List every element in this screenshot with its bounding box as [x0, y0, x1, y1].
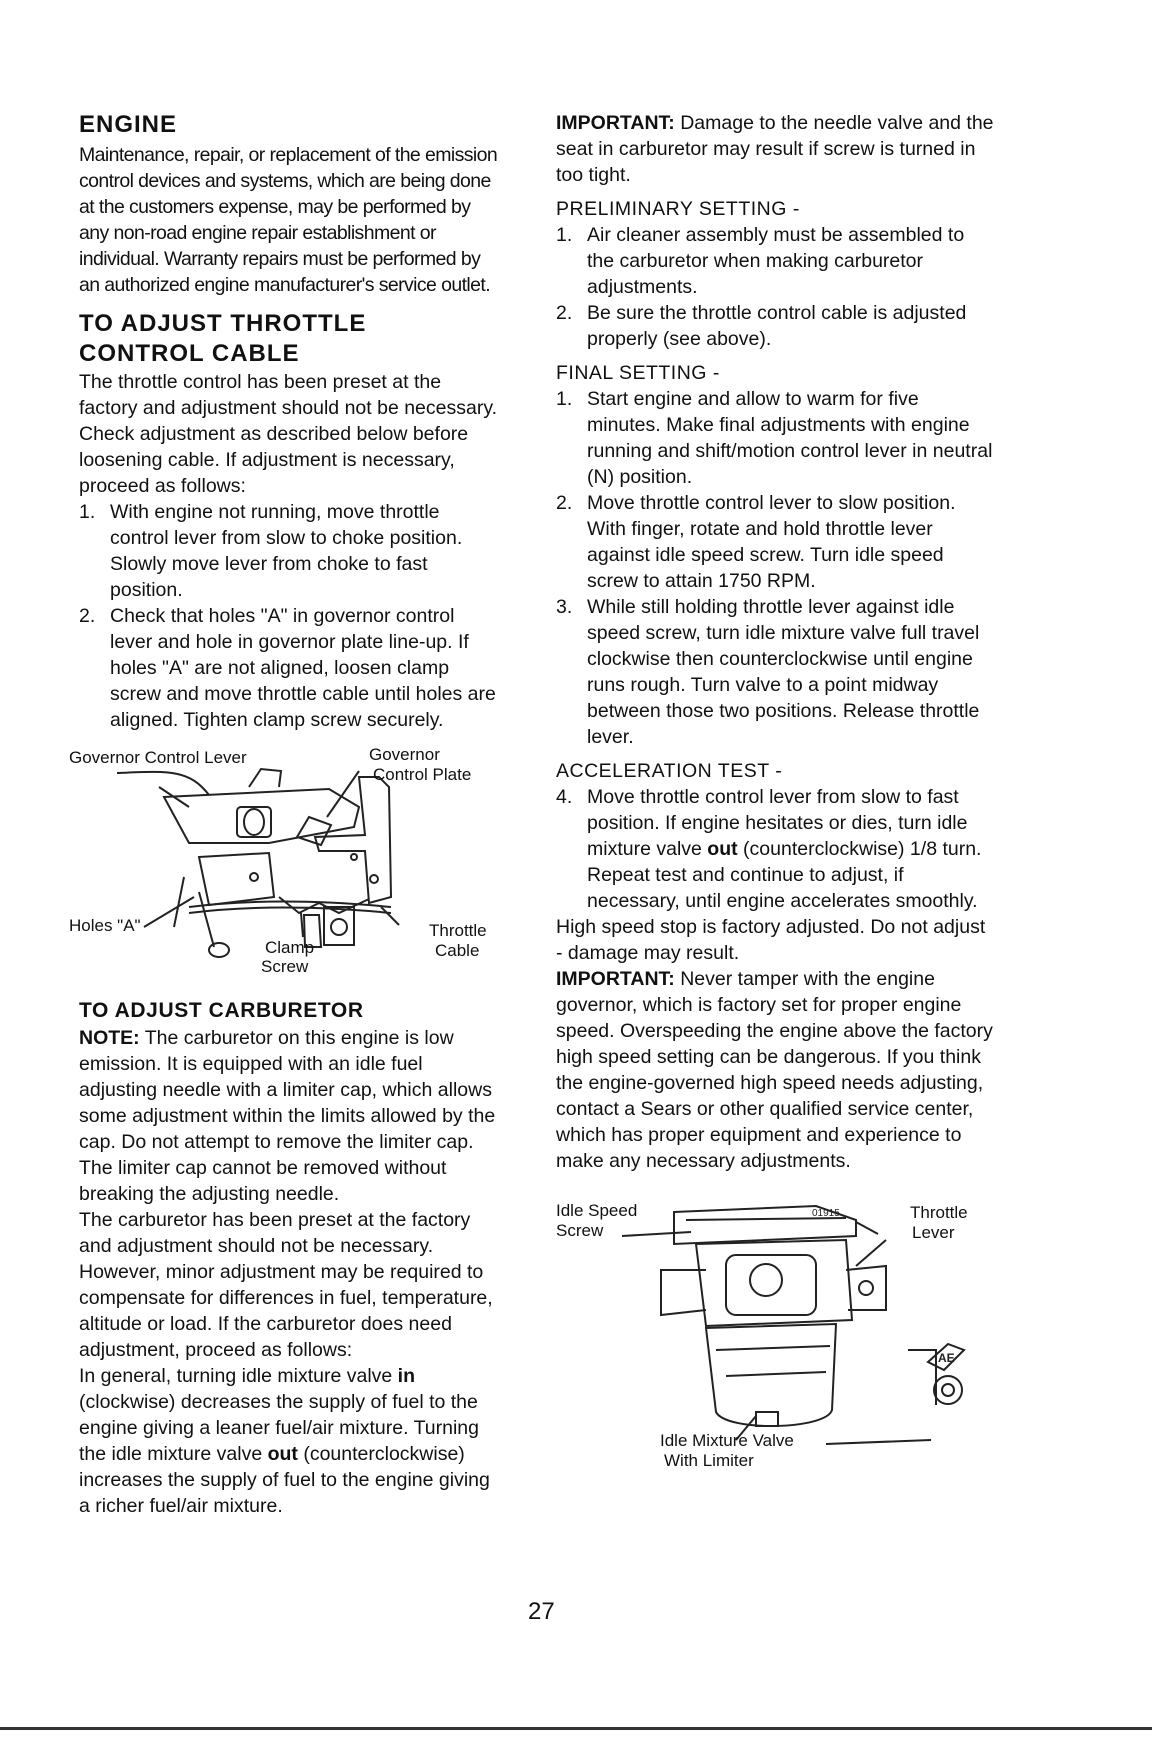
accel-text-1: Move throttle control lever from slow to fast position. If engine hesitates or dies, turn idle mixture valve: [587, 786, 968, 860]
page-number: 27: [528, 1598, 555, 1625]
step-text: Be sure the throttle control cable is adjusted properly (see above).: [587, 302, 967, 350]
preliminary-setting-heading: PRELIMINARY SETTING -: [556, 198, 800, 220]
important-paragraph: [556, 110, 996, 188]
label-throttle: Throttle: [910, 1203, 968, 1222]
important2-text: Never tamper with the engine governor, which is factory set for proper engine speed. Overspeeding the engine above the factory high speed setting can be dangerous. If you think the engine-governed high speed needs adjusting, contact a Sears or other qualified service center, which has proper equipment and experience to make any necessary adjustments.: [556, 968, 993, 1172]
step-number: 1.: [556, 388, 573, 410]
ae-tag: AE: [938, 1351, 955, 1365]
accel-text-2: (counterclockwise) 1/8 turn. Repeat test and continue to adjust, if necessary, until engine accelerates smoothly.: [587, 838, 982, 912]
step-text: Start engine and allow to warm for five minutes. Make final adjustments with engine running and shift/motion control lever in neutral (N) position.: [587, 388, 993, 488]
step-number: 3.: [556, 596, 573, 618]
throttle-cable-heading: TO ADJUST THROTTLE CONTROL CABLE: [79, 310, 367, 367]
label-clamp: Clamp: [265, 938, 315, 957]
note-label: NOTE:: [79, 1027, 140, 1049]
label-with-limiter: With Limiter: [664, 1451, 754, 1470]
general-out-bold: out: [267, 1443, 298, 1465]
general-in-bold: in: [397, 1365, 416, 1387]
label-lever: Lever: [912, 1223, 955, 1242]
general-text-2: (clockwise) decreases the supply of fuel to the engine giving a leaner fuel/air mixture. Turning the idle mixture valve: [79, 1391, 479, 1465]
important-text: Damage to the needle valve and the seat in carburetor may result if screw is turned in too tight.: [556, 112, 994, 186]
final-step-1: [556, 386, 996, 490]
carburetor-heading: TO ADJUST CARBURETOR: [79, 999, 364, 1022]
bottom-edge-line: [0, 1727, 1152, 1730]
engine-heading: ENGINE: [79, 111, 178, 138]
label-screw: Screw: [556, 1221, 604, 1240]
label-governor-control-lever: Governor Control Lever: [69, 748, 247, 767]
label-idle-mixture-valve: Idle Mixture Valve: [660, 1431, 794, 1450]
label-cable: Cable: [435, 941, 480, 960]
important2-paragraph: [556, 966, 996, 1174]
general-paragraph: [79, 1363, 499, 1519]
step-number: 1.: [79, 501, 96, 523]
general-text-3: (counterclockwise) increases the supply of fuel to the engine giving a richer fuel/air mixture.: [79, 1443, 490, 1517]
label-screw: Screw: [261, 957, 309, 976]
carburetor-figure: [556, 1200, 996, 1470]
important2-label: IMPORTANT:: [556, 968, 675, 990]
high-speed-paragraph: High speed stop is factory adjusted. Do not adjust - damage may result.: [556, 916, 986, 964]
figure-code: 01915: [812, 1208, 840, 1219]
step-text: With engine not running, move throttle control lever from slow to choke position. Slowly move lever from choke to fast position.: [110, 501, 463, 601]
step-number: 4.: [556, 786, 573, 808]
throttle-step-2: [79, 603, 499, 733]
left-column: [69, 110, 499, 1519]
label-governor-plate-line-2: Control Plate: [373, 765, 472, 784]
important-label: IMPORTANT:: [556, 112, 675, 134]
label-holes-a: Holes "A": [69, 916, 141, 935]
throttle-cable-paragraph: The throttle control has been preset at the factory and adjustment should not be necessary. Check adjustment as described below before loosening cable. If adjustment is necessary, proceed as follows:: [79, 371, 498, 497]
note-text: The carburetor on this engine is low emission. It is equipped with an idle fuel adjusting needle with a limiter cap, which allows some adjustment within the limits allowed by the cap. Do not attempt to remove the limiter cap. The limiter cap cannot be removed without breaking the adjusting needle.: [79, 1027, 496, 1205]
step-text: While still holding throttle lever against idle speed screw, turn idle mixture valve full travel clockwise then counterclockwise until engine runs rough. Turn valve to a point midway between those two positions. Release throttle lever.: [587, 596, 980, 748]
acceleration-step-4: [556, 784, 996, 914]
right-column: [556, 110, 996, 1470]
carburetor-paragraph: The carburetor has been preset at the factory and adjustment should not be necessary. However, minor adjustment may be required to compensate for differences in fuel, temperature, altitude or load. If the carburetor does need adjustment, proceed as follows:: [79, 1209, 493, 1361]
prelim-step-1: [556, 222, 996, 300]
acceleration-test-heading: ACCELERATION TEST -: [556, 760, 783, 782]
label-throttle: Throttle: [429, 921, 487, 940]
step-number: 1.: [556, 224, 573, 246]
step-number: 2.: [79, 605, 96, 627]
step-text: Air cleaner assembly must be assembled to the carburetor when making carburetor adjustments.: [587, 224, 965, 298]
prelim-step-2: [556, 300, 996, 352]
step-number: 2.: [556, 492, 573, 514]
final-setting-heading: FINAL SETTING -: [556, 362, 720, 384]
step-number: 2.: [556, 302, 573, 324]
step-text: Check that holes "A" in governor control lever and hole in governor plate line-up. If holes "A" are not aligned, loosen clamp screw and move throttle cable until holes are aligned. Tighten clamp screw securely.: [110, 605, 496, 731]
engine-paragraph: Maintenance, repair, or replacement of the emission control devices and systems, which are being done at the customers expense, may be performed by any non-road engine repair establishment or individual. Warranty repairs must be performed by an authorized engine manufacturer's service outlet.: [79, 144, 498, 296]
label-idle-speed: Idle Speed: [556, 1201, 638, 1220]
throttle-step-1: [79, 499, 499, 603]
step-text: Move throttle control lever to slow position. With finger, rotate and hold throttle lever against idle speed screw. Turn idle speed screw to attain 1750 RPM.: [587, 492, 956, 592]
label-governor-plate-line-1: Governor: [369, 745, 440, 764]
general-text-1: In general, turning idle mixture valve: [79, 1365, 398, 1387]
final-step-2: [556, 490, 996, 594]
governor-figure: [69, 747, 499, 997]
final-step-3: [556, 594, 996, 750]
note-paragraph: [79, 1025, 499, 1207]
accel-out-bold: out: [707, 838, 738, 860]
